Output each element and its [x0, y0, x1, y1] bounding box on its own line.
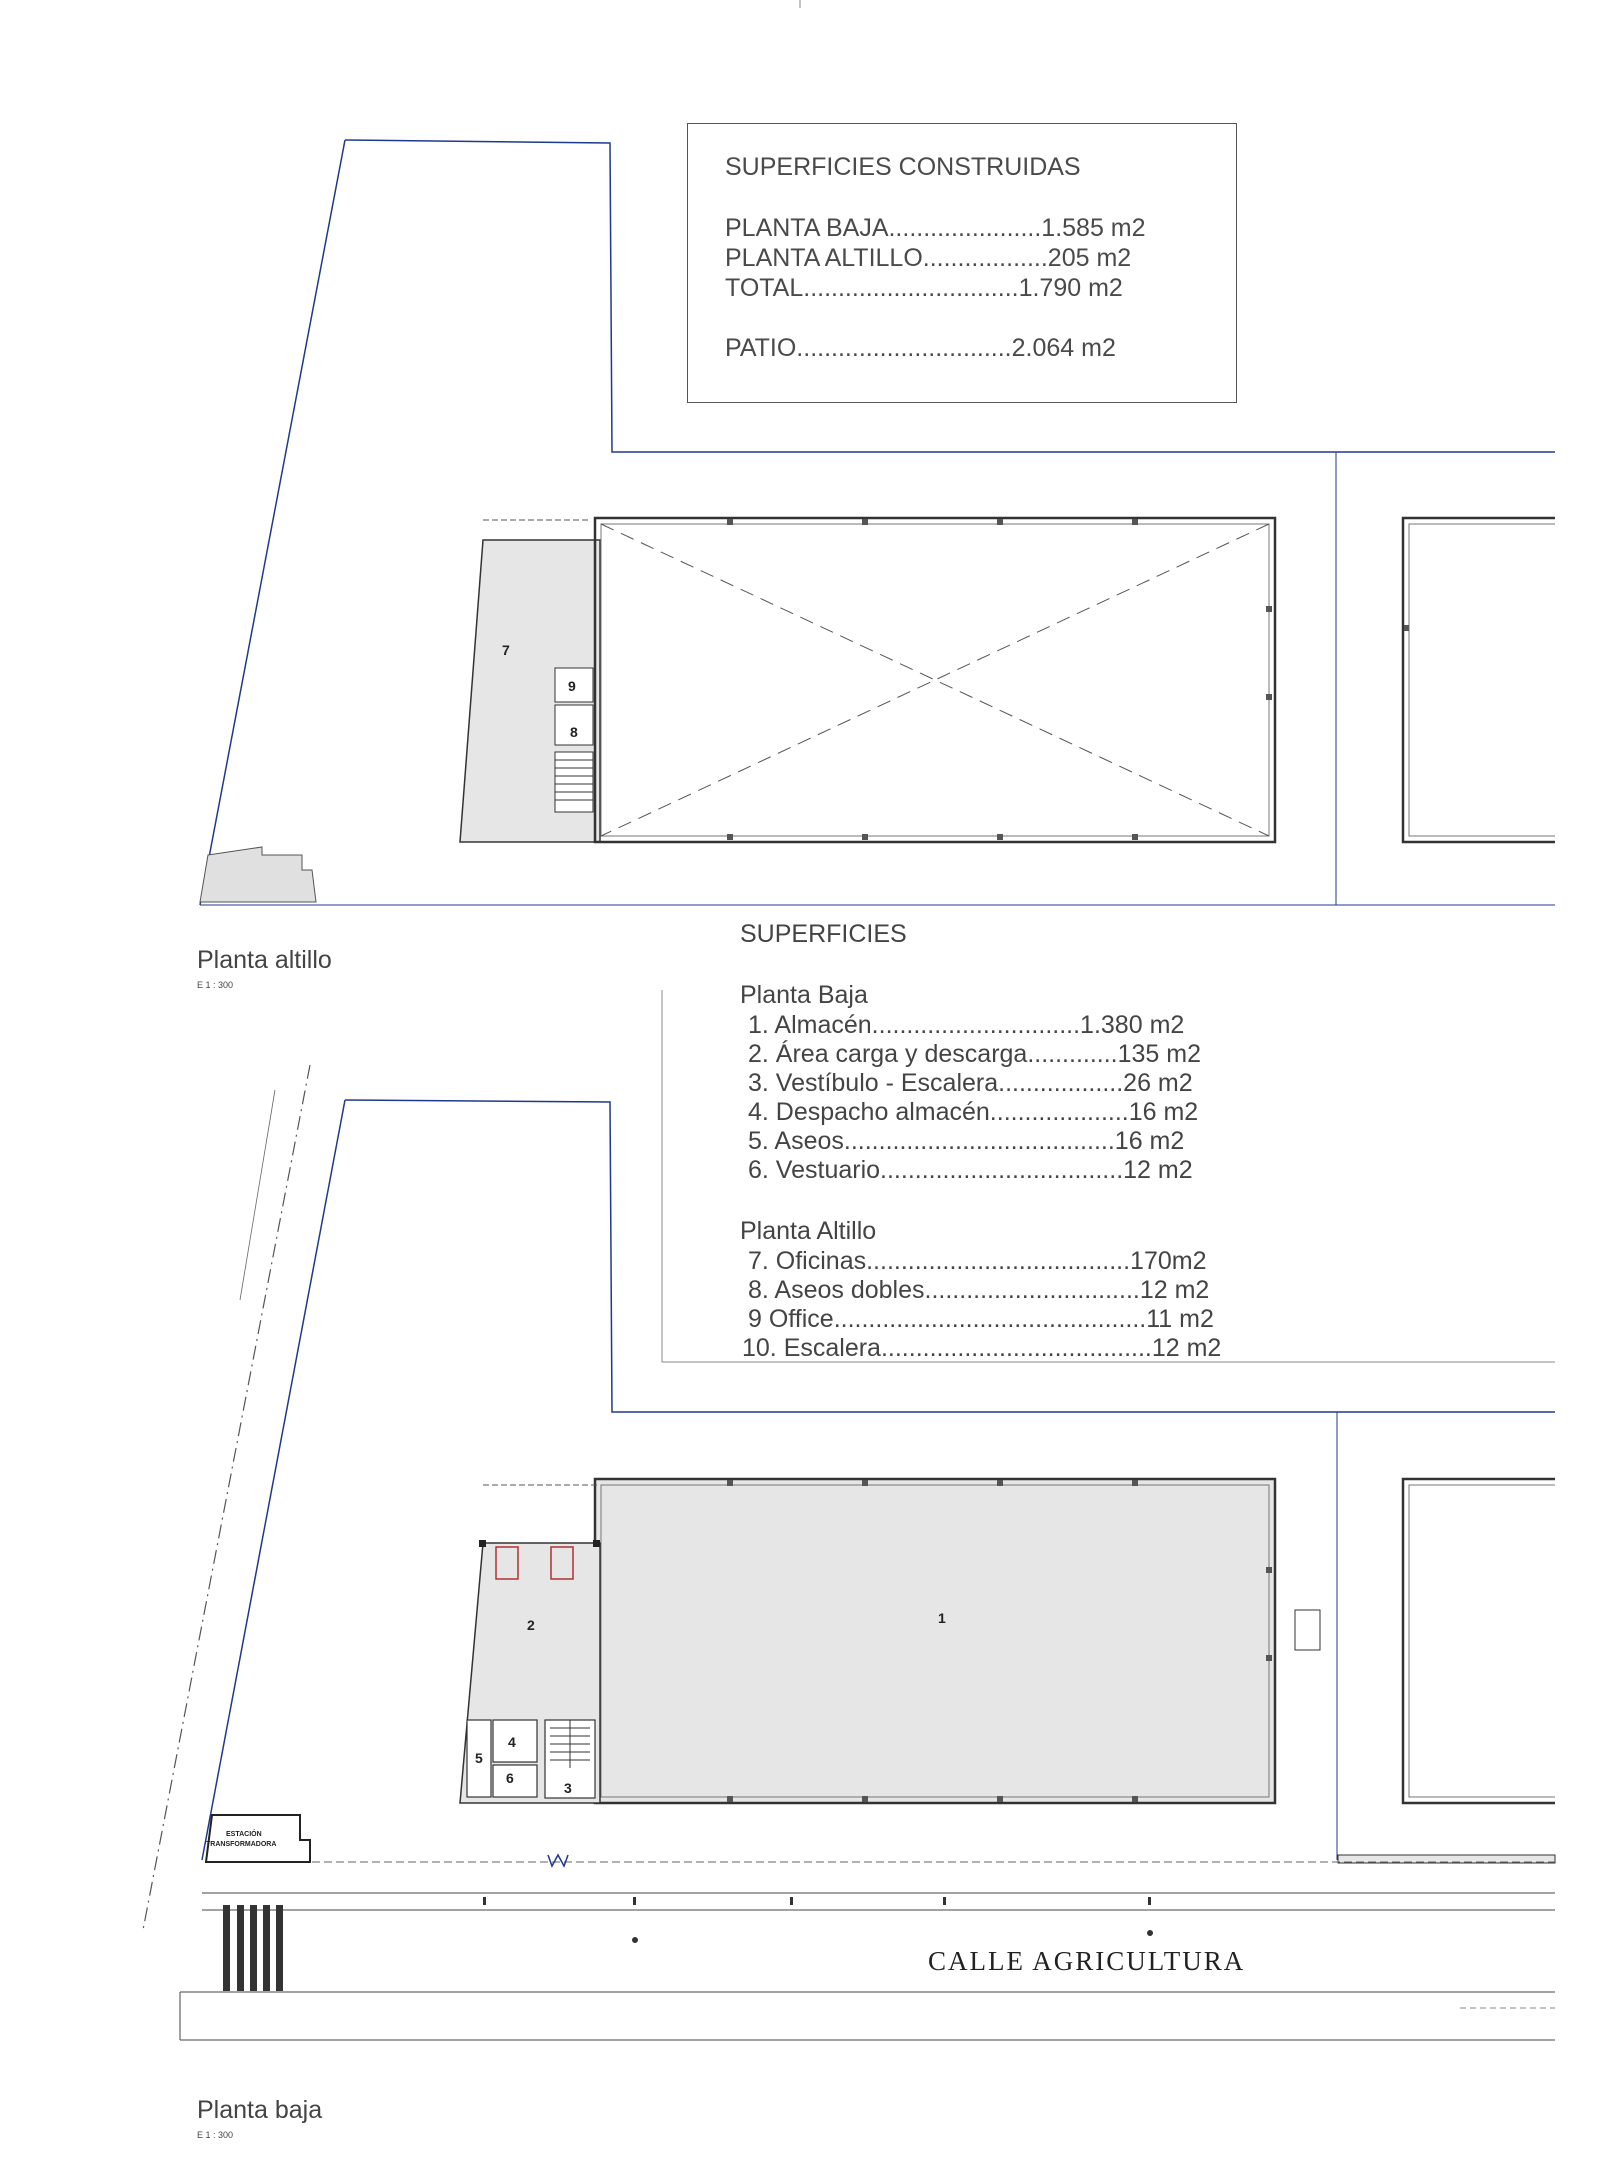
summary-line-total: TOTAL...............................1.790 m2: [725, 274, 1123, 302]
mezzanine-item: 9 Office.............................................11 m2: [748, 1305, 1214, 1333]
ground-item: 4. Despacho almacén....................16 m2: [748, 1098, 1199, 1126]
summary-line-patio: PATIO...............................2.064 m2: [725, 334, 1116, 362]
room-number-7: 7: [502, 642, 510, 658]
mezzanine-plan-title: Planta altillo: [197, 946, 332, 974]
transformer-label-line1: ESTACIÓN: [226, 1831, 262, 1838]
summary-line-ground: PLANTA BAJA......................1.585 m2: [725, 214, 1146, 242]
street-name: CALLE AGRICULTURA: [928, 1946, 1246, 1976]
transformer-label-line2: TRANSFORMADORA: [206, 1841, 277, 1848]
ground-item: 3. Vestíbulo - Escalera..................26 m2: [748, 1069, 1193, 1097]
ground-item: 1. Almacén..............................1.380 m2: [748, 1011, 1185, 1039]
mezzanine-heading: Planta Altillo: [740, 1217, 877, 1245]
room-number-2: 2: [527, 1617, 535, 1633]
surfaces-heading: SUPERFICIES: [740, 920, 907, 948]
room-number-4: 4: [508, 1734, 516, 1750]
mezzanine-item: 10. Escalera.......................................12 m2: [742, 1334, 1222, 1362]
room-number-9: 9: [568, 678, 576, 694]
summary-line-mezzanine: PLANTA ALTILLO..................205 m2: [725, 244, 1132, 272]
room-number-6: 6: [506, 1770, 514, 1786]
ground-floor-heading: Planta Baja: [740, 981, 868, 1009]
mezzanine-plan-scale: E 1 : 300: [197, 980, 234, 990]
room-number-3: 3: [564, 1780, 572, 1796]
ground-item: 6. Vestuario...................................12 m2: [748, 1156, 1193, 1184]
ground-item: 2. Área carga y descarga.............135 m2: [748, 1040, 1202, 1068]
room-number-5: 5: [475, 1750, 483, 1766]
ground-plan-title: Planta baja: [197, 2096, 323, 2124]
room-number-8: 8: [570, 724, 578, 740]
ground-item: 5. Aseos.......................................16 m2: [748, 1127, 1185, 1155]
ground-plan-scale: E 1 : 300: [197, 2130, 234, 2140]
mezzanine-item: 8. Aseos dobles...............................12 m2: [748, 1276, 1210, 1304]
mezzanine-item: 7. Oficinas......................................170m2: [748, 1247, 1207, 1275]
room-number-1: 1: [938, 1610, 946, 1626]
summary-title: SUPERFICIES CONSTRUIDAS: [725, 153, 1081, 181]
